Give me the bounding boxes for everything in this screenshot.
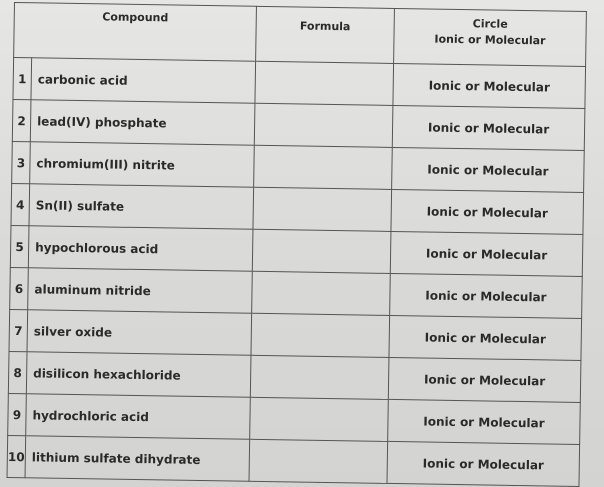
formula-blank[interactable] xyxy=(252,229,391,273)
row-number: 10 xyxy=(7,435,26,477)
formula-blank[interactable] xyxy=(254,145,393,189)
formula-blank[interactable] xyxy=(252,271,391,315)
circle-label: Circle xyxy=(472,17,508,31)
compound-table xyxy=(7,2,587,487)
ionic-or-molecular-choice[interactable]: Ionic or Molecular xyxy=(391,189,584,234)
compound-name: carbonic acid xyxy=(31,58,256,104)
compound-name: Sn(II) sulfate xyxy=(29,184,254,230)
compound-name: lithium sulfate dihydrate xyxy=(25,436,250,482)
row-number: 9 xyxy=(8,393,27,435)
formula-header: Formula xyxy=(256,6,395,63)
formula-blank[interactable] xyxy=(250,397,389,441)
compound-name: disilicon hexachloride xyxy=(26,352,251,398)
ionic-or-molecular-choice[interactable]: Ionic or Molecular xyxy=(389,315,582,360)
worksheet xyxy=(7,2,594,477)
compound-name: chromium(III) nitrite xyxy=(30,142,255,188)
ionic-or-molecular-choice[interactable]: Ionic or Molecular xyxy=(388,357,581,402)
table-row xyxy=(7,435,580,486)
first-row-choice[interactable]: Ionic or Molecular xyxy=(434,32,546,48)
row-number: 2 xyxy=(12,99,31,141)
circle-header xyxy=(394,8,587,66)
compound-header: Compound xyxy=(14,3,257,62)
row-number: 8 xyxy=(8,351,27,393)
formula-blank[interactable] xyxy=(251,313,390,357)
row-number: 6 xyxy=(10,267,29,309)
row-number: 5 xyxy=(10,225,29,267)
ionic-or-molecular-choice[interactable]: Ionic or Molecular xyxy=(393,63,586,108)
compound-name: silver oxide xyxy=(27,310,252,356)
compound-name: hypochlorous acid xyxy=(28,226,253,272)
row-number: 4 xyxy=(11,183,30,225)
formula-blank[interactable] xyxy=(250,355,389,399)
compound-name: aluminum nitride xyxy=(28,268,253,314)
ionic-or-molecular-choice[interactable]: Ionic or Molecular xyxy=(387,441,580,486)
formula-blank[interactable] xyxy=(255,61,394,105)
compound-name: hydrochloric acid xyxy=(26,394,251,440)
ionic-or-molecular-choice[interactable]: Ionic or Molecular xyxy=(392,105,585,150)
row-number: 7 xyxy=(9,309,28,351)
ionic-or-molecular-choice[interactable]: Ionic or Molecular xyxy=(392,147,585,192)
ionic-or-molecular-choice[interactable]: Ionic or Molecular xyxy=(390,273,583,318)
formula-blank[interactable] xyxy=(254,103,393,147)
row-number: 3 xyxy=(12,141,31,183)
compound-name: lead(IV) phosphate xyxy=(30,100,255,146)
row-number: 1 xyxy=(13,58,32,100)
formula-blank[interactable] xyxy=(253,187,392,231)
ionic-or-molecular-choice[interactable]: Ionic or Molecular xyxy=(388,399,581,444)
formula-blank[interactable] xyxy=(249,439,388,483)
ionic-or-molecular-choice[interactable]: Ionic or Molecular xyxy=(390,231,583,276)
